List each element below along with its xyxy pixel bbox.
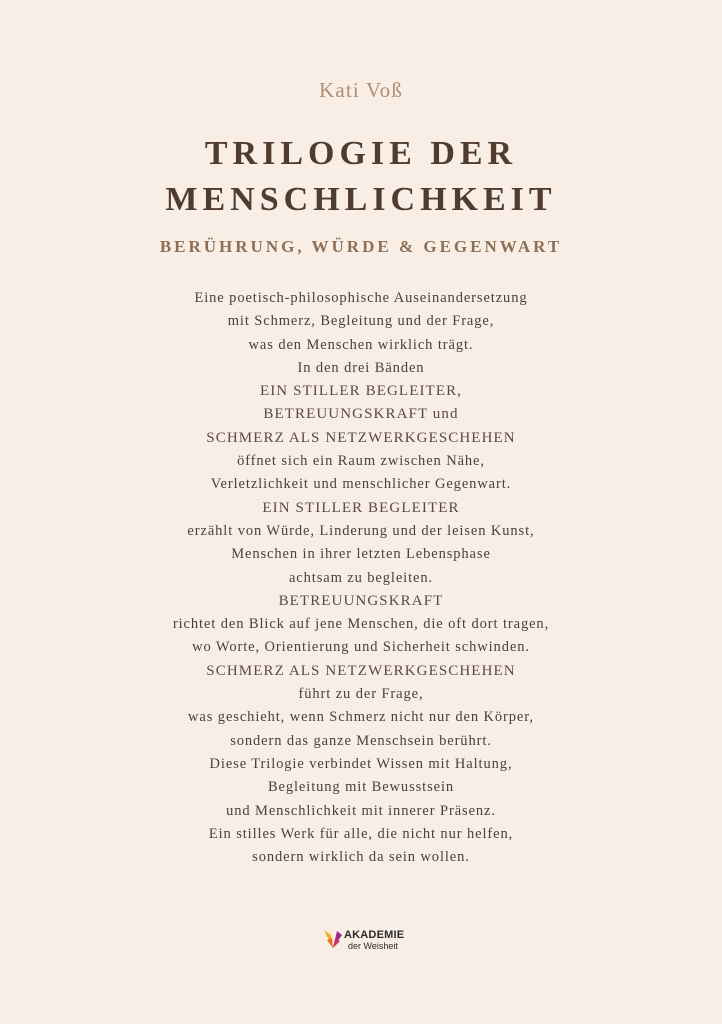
blurb-line: Diese Trilogie verbindet Wissen mit Haltung, bbox=[209, 755, 513, 772]
blurb-line: achtsam zu begleiten. bbox=[288, 569, 434, 586]
logo-main-text: AKADEMIE bbox=[344, 929, 405, 941]
blurb-line: Ein stilles Werk für alle, die nicht nur helfen, bbox=[208, 825, 514, 842]
blurb-line: In den drei Bänden bbox=[297, 359, 425, 376]
volume-title: BETREUUNGSKRAFT und bbox=[263, 406, 459, 423]
author-name: Kati Voß bbox=[318, 78, 404, 102]
blurb-line: sondern wirklich da sein wollen. bbox=[252, 849, 470, 866]
logo-sub-text: der Weisheit bbox=[348, 941, 398, 951]
volume-title: EIN STILLER BEGLEITER, bbox=[259, 383, 463, 400]
blurb-line: mit Schmerz, Begleitung und der Frage, bbox=[227, 313, 495, 330]
volume-title: SCHMERZ ALS NETZWERKGESCHEHEN bbox=[206, 662, 516, 679]
blurb-line: Menschen in ihrer letzten Lebensphase bbox=[231, 546, 491, 563]
book-title bbox=[0, 131, 722, 223]
title-line: MENSCHLICHKEIT bbox=[165, 181, 557, 218]
blurb-line: Begleitung mit Bewusstsein bbox=[267, 779, 455, 796]
book-subtitle: BERÜHRUNG, WÜRDE & GEGENWART bbox=[159, 237, 563, 256]
blurb-line: Eine poetisch-philosophische Auseinandersetzung bbox=[194, 290, 528, 306]
butterfly-icon bbox=[323, 926, 343, 956]
blurb-line: was geschieht, wenn Schmerz nicht nur den Körper, bbox=[188, 709, 534, 726]
blurb-line: und Menschlichkeit mit innerer Präsenz. bbox=[226, 802, 496, 819]
volume-title: SCHMERZ ALS NETZWERKGESCHEHEN bbox=[206, 429, 516, 446]
volume-title: EIN STILLER BEGLEITER bbox=[262, 499, 460, 516]
blurb-line: was den Menschen wirklich trägt. bbox=[248, 336, 474, 353]
publisher-logo bbox=[323, 926, 404, 956]
blurb-line: wo Worte, Orientierung und Sicherheit schwinden. bbox=[192, 639, 530, 656]
blurb-line: öffnet sich ein Raum zwischen Nähe, bbox=[237, 453, 485, 470]
blurb-line: richtet den Blick auf jene Menschen, die oft dort tragen, bbox=[172, 616, 550, 633]
blurb-line: führt zu der Frage, bbox=[298, 686, 424, 703]
blurb-text bbox=[0, 287, 722, 869]
volume-title: BETREUUNGSKRAFT bbox=[278, 592, 444, 609]
blurb-line: erzählt von Würde, Linderung und der leisen Kunst, bbox=[187, 522, 535, 539]
title-line: TRILOGIE DER bbox=[204, 135, 518, 172]
blurb-line: Verletzlichkeit und menschlicher Gegenwart. bbox=[210, 476, 512, 493]
blurb-line: sondern das ganze Menschsein berührt. bbox=[230, 732, 492, 749]
